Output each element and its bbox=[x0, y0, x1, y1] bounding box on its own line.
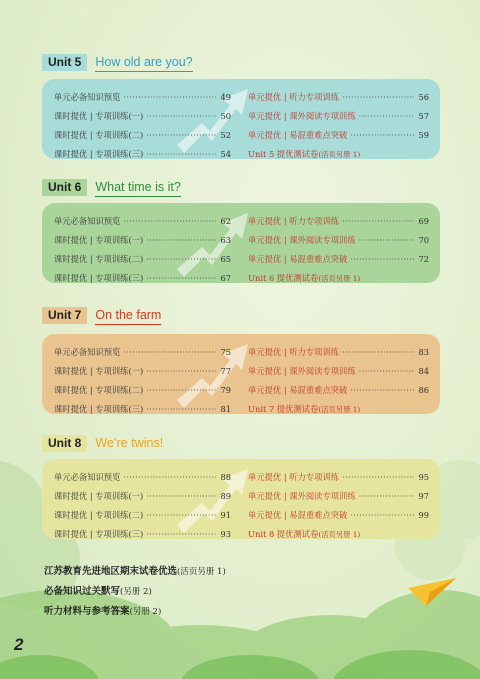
toc-entry[interactable] bbox=[54, 506, 231, 525]
unit-toc-card bbox=[42, 459, 440, 539]
toc-entry[interactable] bbox=[54, 343, 231, 362]
toc-label: 课时提优 | 专项训练(三) bbox=[54, 149, 144, 159]
toc-entry[interactable] bbox=[54, 381, 231, 400]
unit-header bbox=[42, 434, 163, 452]
toc-label: 单元提优 | 易混重难点突破 bbox=[248, 510, 348, 520]
unit-toc-card bbox=[42, 334, 440, 414]
unit-title-text: What time is it? bbox=[95, 180, 181, 194]
test-label: Unit 6 提优测试卷 bbox=[248, 273, 319, 283]
unit-tag: Unit 5 bbox=[42, 54, 87, 71]
extra-note: (另册 2) bbox=[129, 607, 162, 617]
toc-page: 57 bbox=[418, 111, 429, 121]
toc-page: 63 bbox=[220, 235, 231, 245]
toc-label: 单元提优 | 易混重难点突破 bbox=[248, 385, 348, 395]
unit-title-text: On the farm bbox=[95, 308, 162, 322]
toc-page: 97 bbox=[418, 491, 429, 501]
unit-title-text: How old are you? bbox=[95, 55, 193, 69]
extra-entry[interactable] bbox=[44, 583, 152, 597]
test-label: Unit 5 提优测试卷 bbox=[248, 149, 319, 159]
toc-entry[interactable] bbox=[248, 88, 429, 107]
unit-title bbox=[95, 436, 163, 450]
toc-entry[interactable] bbox=[54, 362, 231, 381]
toc-page: 84 bbox=[418, 366, 429, 376]
unit-test-entry[interactable] bbox=[248, 145, 429, 164]
toc-label: 单元必备知识预览 bbox=[54, 472, 121, 482]
toc-entry[interactable] bbox=[248, 381, 429, 400]
toc-label: 单元必备知识预览 bbox=[54, 347, 121, 357]
extra-entry[interactable] bbox=[44, 603, 161, 617]
toc-entry[interactable] bbox=[248, 362, 429, 381]
toc-label: 单元必备知识预览 bbox=[54, 216, 121, 226]
toc-page: 70 bbox=[418, 235, 429, 245]
unit-header bbox=[42, 306, 161, 324]
toc-label: 课时提优 | 专项训练(二) bbox=[54, 385, 144, 395]
toc-entry[interactable] bbox=[54, 126, 231, 145]
toc-page: 59 bbox=[418, 130, 429, 140]
toc-label: 单元提优 | 课外阅读专项训练 bbox=[248, 491, 356, 501]
unit-title bbox=[95, 180, 180, 194]
toc-entry[interactable] bbox=[54, 145, 231, 164]
unit-test-entry[interactable] bbox=[248, 269, 429, 288]
unit-header bbox=[42, 53, 193, 71]
extra-label: 听力材料与参考答案 bbox=[44, 606, 130, 617]
toc-entry[interactable] bbox=[54, 525, 231, 544]
toc-label: 单元提优 | 听力专项训练 bbox=[248, 216, 340, 226]
unit-tag: Unit 7 bbox=[42, 307, 87, 324]
toc-page: 88 bbox=[220, 472, 231, 482]
toc-entry[interactable] bbox=[248, 468, 429, 487]
toc-page: 67 bbox=[220, 273, 231, 283]
toc-page: 52 bbox=[220, 130, 231, 140]
toc-label: 课时提优 | 专项训练(三) bbox=[54, 404, 144, 414]
toc-label: 单元提优 | 听力专项训练 bbox=[248, 347, 340, 357]
toc-label: 单元提优 | 课外阅读专项训练 bbox=[248, 235, 356, 245]
toc-page: 79 bbox=[220, 385, 231, 395]
toc-entry[interactable] bbox=[54, 231, 231, 250]
unit-title-text: We’re twins! bbox=[95, 436, 164, 450]
toc-entry[interactable] bbox=[54, 269, 231, 288]
toc-entry[interactable] bbox=[54, 250, 231, 269]
toc-page: 69 bbox=[418, 216, 429, 226]
toc-page: 86 bbox=[418, 385, 429, 395]
toc-label: 单元提优 | 听力专项训练 bbox=[248, 92, 340, 102]
toc-page: 95 bbox=[418, 472, 429, 482]
toc-label: 单元提优 | 听力专项训练 bbox=[248, 472, 340, 482]
toc-label: 课时提优 | 专项训练(三) bbox=[54, 273, 144, 283]
toc-page: 81 bbox=[220, 404, 231, 414]
toc-page: 49 bbox=[220, 92, 231, 102]
toc-label: 单元提优 | 易混重难点突破 bbox=[248, 254, 348, 264]
toc-label: 课时提优 | 专项训练(一) bbox=[54, 235, 144, 245]
toc-label: 单元必备知识预览 bbox=[54, 92, 121, 102]
toc-entry[interactable] bbox=[54, 88, 231, 107]
toc-page: 65 bbox=[220, 254, 231, 264]
toc-page: 50 bbox=[220, 111, 231, 121]
toc-label: 课时提优 | 专项训练(一) bbox=[54, 366, 144, 376]
toc-entry[interactable] bbox=[248, 107, 429, 126]
toc-page: 62 bbox=[220, 216, 231, 226]
toc-page: 99 bbox=[418, 510, 429, 520]
toc-entry[interactable] bbox=[248, 487, 429, 506]
toc-label: 单元提优 | 易混重难点突破 bbox=[248, 130, 348, 140]
toc-page: 77 bbox=[220, 366, 231, 376]
toc-page: 91 bbox=[220, 510, 231, 520]
test-note: (活页另册 1) bbox=[318, 405, 361, 414]
unit-title bbox=[95, 308, 161, 322]
toc-entry[interactable] bbox=[248, 250, 429, 269]
test-note: (活页另册 1) bbox=[318, 274, 361, 283]
toc-label: 课时提优 | 专项训练(二) bbox=[54, 510, 144, 520]
toc-label: 单元提优 | 课外阅读专项训练 bbox=[248, 111, 356, 121]
toc-page: 89 bbox=[220, 491, 231, 501]
unit-title bbox=[95, 55, 192, 69]
toc-entry[interactable] bbox=[54, 487, 231, 506]
extra-note: (另册 2) bbox=[120, 587, 152, 597]
toc-entry[interactable] bbox=[54, 212, 231, 231]
toc-label: 课时提优 | 专项训练(二) bbox=[54, 130, 144, 140]
toc-page: 56 bbox=[418, 92, 429, 102]
toc-entry[interactable] bbox=[248, 126, 429, 145]
unit-toc-card bbox=[42, 203, 440, 283]
toc-entry[interactable] bbox=[248, 506, 429, 525]
test-note: (活页另册 1) bbox=[318, 150, 361, 159]
toc-label: 课时提优 | 专项训练(三) bbox=[54, 529, 144, 539]
toc-page: 93 bbox=[220, 529, 231, 539]
toc-label: 课时提优 | 专项训练(一) bbox=[54, 111, 144, 121]
toc-page: 72 bbox=[418, 254, 429, 264]
page-number: 2 bbox=[14, 635, 24, 654]
unit-tag: Unit 6 bbox=[42, 179, 87, 196]
paper-plane-icon bbox=[408, 578, 458, 608]
extra-label: 必备知识过关默写 bbox=[44, 586, 121, 597]
test-label: Unit 7 提优测试卷 bbox=[248, 404, 319, 414]
unit-test-entry[interactable] bbox=[248, 525, 429, 544]
toc-label: 课时提优 | 专项训练(二) bbox=[54, 254, 144, 264]
unit-test-entry[interactable] bbox=[248, 400, 429, 419]
toc-label: 课时提优 | 专项训练(一) bbox=[54, 491, 144, 501]
toc-label: 单元提优 | 课外阅读专项训练 bbox=[248, 366, 356, 376]
toc-entry[interactable] bbox=[54, 468, 231, 487]
toc-entry[interactable] bbox=[248, 343, 429, 362]
extra-note: (活页另册 1) bbox=[177, 567, 226, 577]
unit-tag: Unit 8 bbox=[42, 435, 87, 452]
test-note: (活页另册 1) bbox=[318, 530, 361, 539]
extra-entry[interactable] bbox=[44, 563, 226, 577]
unit-toc-card bbox=[42, 79, 440, 159]
toc-entry[interactable] bbox=[248, 212, 429, 231]
toc-page: 75 bbox=[220, 347, 231, 357]
toc-entry[interactable] bbox=[54, 107, 231, 126]
unit-header bbox=[42, 178, 181, 196]
toc-entry[interactable] bbox=[248, 231, 429, 250]
toc-entry[interactable] bbox=[54, 400, 231, 419]
extra-label: 江苏教育先进地区期末试卷优选 bbox=[44, 566, 178, 577]
toc-page: 83 bbox=[418, 347, 429, 357]
toc-page: 54 bbox=[220, 149, 231, 159]
test-label: Unit 8 提优测试卷 bbox=[248, 529, 319, 539]
